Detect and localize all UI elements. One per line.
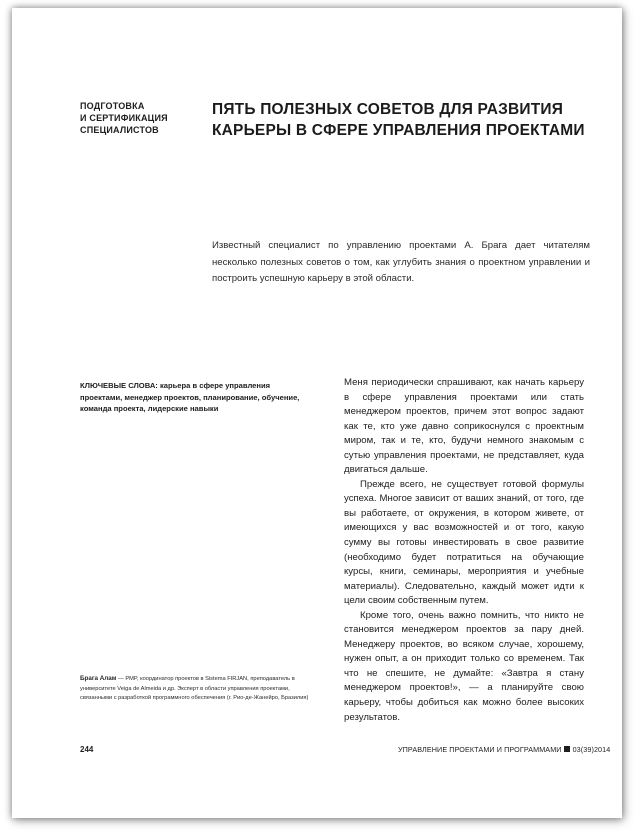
body-paragraph: Кроме того, очень важно помнить, что никто не становится менеджером проектов за пару дней. Менеджеру проектов, во всяком случае, хорошему, нужен опыт, а он приходит только со временем. Так что не спешите, не думайте: «Завтра я стану менеджером проектов!», — а планируйте свою карьеру, чтобы добиться как можно более высоких результатов. [344, 609, 584, 723]
body-paragraph: Меня периодически спрашивают, как начать карьеру в сфере управления проектами или стать менеджером проектов, причем этот вопрос задают как те, кто уже давно соприкоснулся с проектным миром, так и те, кто, будучи немного знакомым с сутью управления проектами, не представляет, куда двигаться дальше. [344, 377, 584, 476]
author-note [80, 674, 320, 704]
author-name: Брага Алам [80, 675, 117, 682]
page-number: 244 [80, 745, 94, 754]
keywords: КЛЮЧЕВЫЕ СЛОВА: карьера в сфере управления проектами, менеджер проектов, планирование, обучение, команда проекта, лидерские навыки [80, 381, 300, 414]
body-paragraph: Прежде всего, не существует готовой формулы успеха. Многое зависит от ваших знаний, от того, где вы работаете, от окружения, в котором живете, от имеющихся у вас возможностей и от того, какую сумму вы готовы инвестировать в свое развитие (необходимо будет потратиться на обучающие курсы, книги, семинары, мероприятия и учебные материалы). Следовательно, каждый может идти к цели своим собственным путем. [344, 478, 584, 607]
section-rubric: ПОДГОТОВКА И СЕРТИФИКАЦИЯ СПЕЦИАЛИСТОВ [80, 101, 168, 135]
article-body [344, 376, 584, 725]
article-title: ПЯТЬ ПОЛЕЗНЫХ СОВЕТОВ ДЛЯ РАЗВИТИЯ КАРЬЕРЫ В СФЕРЕ УПРАВЛЕНИЯ ПРОЕКТАМИ [212, 101, 585, 139]
issue-number: 03(39)2014 [572, 745, 611, 754]
author-bio: — PMP, координатор проектов в Sistema FIRJAN, преподаватель в университете Veiga de Almeida и др. Эксперт в области управления проектами, связанными с разработкой программного обеспечения (г. Рио-де-Жанейро, Бразилия) [80, 676, 309, 701]
running-footer [398, 745, 610, 754]
square-separator-icon [564, 746, 570, 752]
article-lead: Известный специалист по управлению проектами А. Брага дает читателям несколько полезных советов о том, как углубить знания о проектном управлении и построить успешную карьеру в этой области. [212, 240, 590, 284]
magazine-name: УПРАВЛЕНИЕ ПРОЕКТАМИ И ПРОГРАММАМИ [398, 745, 562, 754]
